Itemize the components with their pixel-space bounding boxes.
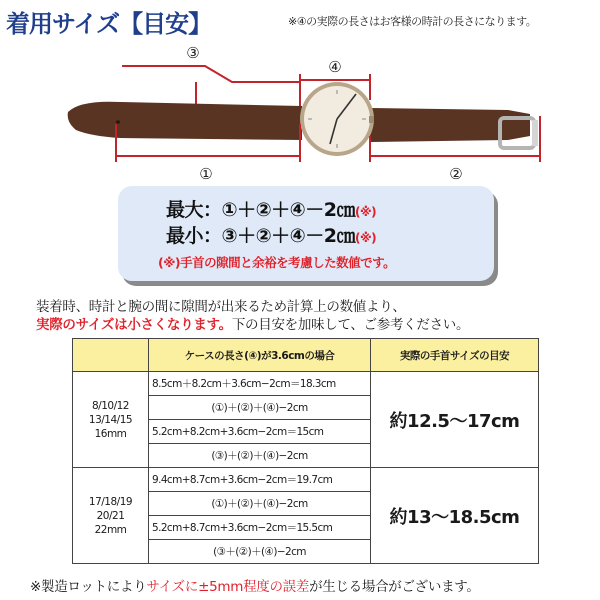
calc-cell: (③)＋(②)＋(④)−2cm [149, 444, 371, 468]
size-table [72, 338, 539, 564]
label-2: ② [449, 165, 463, 183]
strap-left [68, 102, 302, 140]
formula-box [118, 186, 494, 281]
table-row [73, 372, 539, 396]
paragraph-line-1: 装着時、時計と腕の間に隙間が出来るため計算上の数値より、 [36, 299, 406, 315]
header-note: ※④の実際の長さはお客様の時計の長さになります。 [288, 15, 537, 28]
page-title: 着用サイズ【目安】 [6, 10, 212, 38]
calc-cell: 5.2cm+8.2cm+3.6cm−2cm＝15cm [149, 420, 371, 444]
paragraph-line-2: 実際のサイズは小さくなります。下の目安を加味して、ご参考ください。 [36, 317, 470, 333]
formula-max: 最大：①＋②＋④－2㎝(※) [166, 199, 377, 221]
table-row [73, 468, 539, 492]
calc-cell: 5.2cm+8.7cm+3.6cm−2cm＝15.5cm [149, 516, 371, 540]
result-cell-1: 約12.5〜17cm [371, 372, 539, 468]
calc-cell: 9.4cm+8.7cm+3.6cm−2cm＝19.7cm [149, 468, 371, 492]
label-3: ③ [186, 44, 200, 62]
table-header-blank [73, 339, 149, 372]
table-header-result: 実際の手首サイズの目安 [371, 339, 539, 372]
label-4: ④ [328, 58, 342, 76]
strap-right [370, 108, 530, 142]
calc-cell: 8.5cm＋8.2cm＋3.6cm−2cm＝18.3cm [149, 372, 371, 396]
watch-strap-diagram [0, 36, 600, 188]
table-header-row [73, 339, 539, 372]
calc-cell: (①)＋(②)＋(④)−2cm [149, 396, 371, 420]
calc-cell: (①)＋(②)＋(④)−2cm [149, 492, 371, 516]
result-cell-2: 約13〜18.5cm [371, 468, 539, 564]
strap-holes [116, 120, 120, 123]
model-size-group-1: 8/10/12 13/14/15 16mm [73, 372, 149, 468]
calc-cell: (③＋(②)＋(④)−2cm [149, 540, 371, 564]
formula-min: 最小：③＋②＋④－2㎝(※) [166, 225, 377, 247]
model-size-group-2: 17/18/19 20/21 22mm [73, 468, 149, 564]
label-1: ① [199, 165, 213, 183]
footer-note: ※製造ロットによりサイズに±5mm程度の誤差が生じる場合がございます。 [30, 579, 480, 595]
formula-note: (※)手首の隙間と余裕を考慮した数値です。 [158, 255, 396, 270]
table-header-calc: ケースの長さ(④)が3.6cmの場合 [149, 339, 371, 372]
